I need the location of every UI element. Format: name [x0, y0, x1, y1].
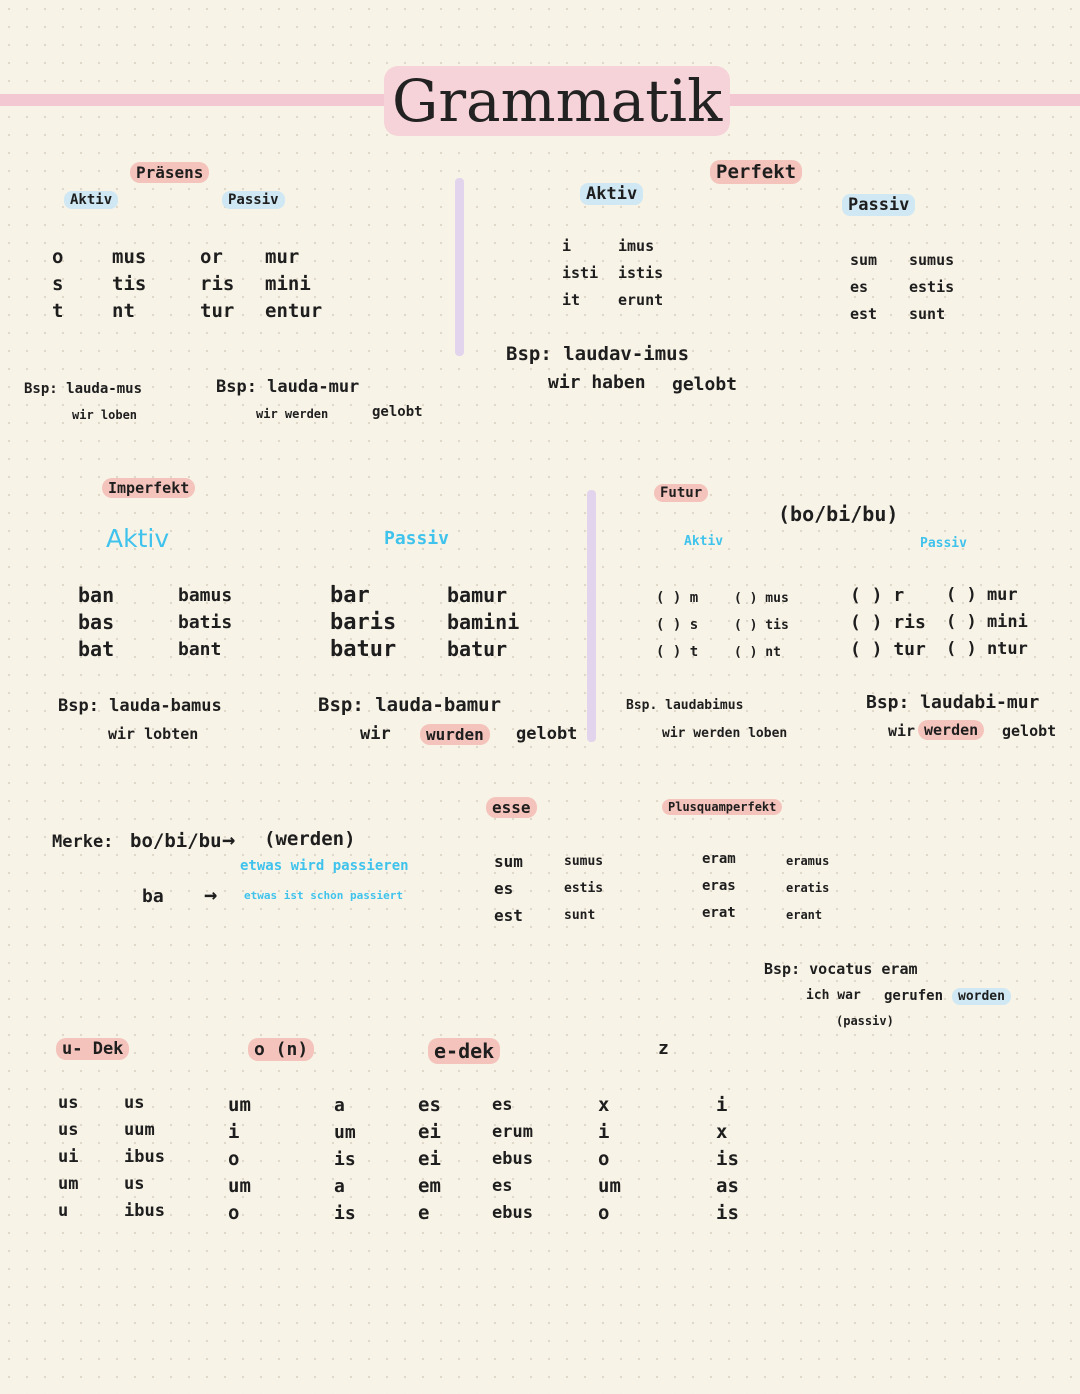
list-item: us	[124, 1093, 145, 1113]
list-item: ( ) s	[656, 617, 699, 633]
futur-example-passiv-verb: gelobt	[1002, 722, 1057, 740]
list-item: es	[850, 278, 869, 296]
list-item: es	[492, 1095, 513, 1115]
perfekt-aktiv-col1	[562, 233, 598, 314]
list-item: es	[492, 1176, 513, 1196]
o-dek-col2	[334, 1092, 356, 1227]
list-item: it	[562, 291, 581, 309]
list-item: t	[52, 300, 64, 322]
plusquamperfekt-col1	[702, 846, 736, 927]
list-item: ( ) tur	[850, 639, 926, 660]
list-item: est	[494, 906, 523, 925]
list-item: ( ) nt	[734, 645, 781, 660]
perfekt-example: Bsp: laudav-imus	[506, 343, 690, 365]
merke-arrow-1: →	[222, 828, 236, 853]
list-item: nt	[112, 300, 135, 322]
list-item: eramus	[786, 854, 830, 868]
list-item: a	[334, 1176, 345, 1197]
futur-note: (bo/bi/bu)	[778, 502, 899, 526]
plusquamperfekt-example: Bsp: vocatus eram	[764, 960, 918, 978]
list-item: ebus	[492, 1149, 533, 1169]
page-title: Grammatik	[384, 66, 730, 136]
futur-passiv-col2	[946, 582, 1028, 663]
e-dek-col1	[418, 1092, 441, 1227]
list-item: ( ) ntur	[946, 639, 1028, 659]
list-item: bas	[78, 610, 115, 634]
list-item: o	[228, 1202, 240, 1224]
list-item: entur	[265, 300, 323, 322]
list-item: i	[228, 1121, 240, 1143]
e-dek-col2	[492, 1092, 533, 1227]
list-item: i	[716, 1094, 728, 1116]
praesens-example-aktiv: Bsp: lauda-mus	[24, 381, 143, 397]
o-dek-heading: o (n)	[248, 1038, 314, 1061]
plusquamperfekt-example-note: (passiv)	[836, 1014, 894, 1028]
merke-meaning1: (werden)	[264, 828, 356, 850]
list-item: a	[334, 1095, 345, 1116]
praesens-example-passiv-translation: wir werden	[256, 407, 329, 421]
list-item: um	[598, 1175, 621, 1197]
list-item: sunt	[909, 305, 946, 323]
list-item: ( ) t	[656, 644, 699, 660]
list-item: batur	[447, 637, 508, 661]
list-item: bamur	[447, 583, 508, 607]
merke-sub2: etwas ist schon passiert	[244, 889, 403, 902]
list-item: is	[334, 1149, 356, 1170]
imperfekt-heading: Imperfekt	[102, 478, 195, 498]
perfekt-example-verb: gelobt	[672, 374, 738, 395]
futur-passiv-label: Passiv	[920, 536, 967, 551]
list-item: bant	[178, 639, 222, 660]
list-item: ( ) ris	[850, 612, 926, 633]
plusquamperfekt-heading: Plusquamperfekt	[662, 799, 782, 815]
u-dek-col1	[58, 1090, 78, 1225]
u-dek-col2	[124, 1090, 165, 1225]
list-item: ban	[78, 583, 115, 607]
list-item: sunt	[564, 908, 596, 923]
list-item: o	[228, 1148, 240, 1170]
list-item: isti	[562, 264, 599, 282]
list-item: ( ) mur	[946, 585, 1018, 605]
list-item: i	[562, 237, 572, 255]
list-item: sum	[850, 251, 878, 269]
list-item: bat	[78, 637, 115, 661]
praesens-example-passiv: Bsp: lauda-mur	[216, 377, 360, 397]
list-item: sum	[494, 852, 523, 871]
list-item: um	[228, 1094, 251, 1116]
imperfekt-example-passiv-translation: wir	[360, 724, 391, 744]
perfekt-aktiv-col2	[618, 233, 663, 314]
list-item: bamini	[447, 610, 520, 634]
list-item: is	[716, 1202, 739, 1224]
imperfekt-passiv-label: Passiv	[384, 528, 450, 549]
futur-aktiv-col2	[734, 585, 789, 666]
list-item: tur	[200, 300, 235, 322]
list-item: ( ) tis	[734, 618, 789, 633]
z-dek-col1	[598, 1092, 621, 1227]
list-item: x	[716, 1121, 728, 1143]
futur-aktiv-label: Aktiv	[684, 534, 724, 549]
list-item: bamus	[178, 585, 233, 606]
perfekt-example-translation: wir haben	[548, 372, 646, 393]
imperfekt-aktiv-label: Aktiv	[106, 524, 170, 553]
list-item: tis	[112, 273, 147, 295]
praesens-example-aktiv-translation: wir loben	[72, 408, 138, 422]
imperfekt-example-aktiv: Bsp: lauda-bamus	[58, 696, 222, 716]
list-item: ei	[418, 1121, 441, 1143]
list-item: es	[418, 1094, 441, 1116]
praesens-heading: Präsens	[130, 162, 209, 183]
merke-sub1: etwas wird passieren	[240, 858, 409, 874]
imperfekt-aktiv-col1	[78, 582, 114, 663]
perfekt-passiv-col1	[850, 247, 877, 328]
list-item: imus	[618, 237, 655, 255]
plusquamperfekt-example-highlight: worden	[952, 988, 1011, 1005]
list-item: est	[850, 305, 878, 323]
list-item: ris	[200, 273, 235, 295]
list-item: em	[418, 1175, 441, 1197]
list-item: o	[52, 246, 64, 268]
futur-aktiv-col1	[656, 585, 698, 666]
praesens-passiv-col1	[200, 244, 234, 325]
perfekt-aktiv-label: Aktiv	[580, 183, 643, 205]
merke-line2: ba	[142, 886, 164, 907]
list-item: erum	[492, 1122, 533, 1142]
merke-line1: bo/bi/bu	[130, 830, 222, 852]
futur-passiv-col1	[850, 582, 926, 663]
futur-example-passiv-highlight: werden	[918, 720, 984, 740]
esse-heading: esse	[486, 797, 537, 818]
esse-col2	[564, 848, 603, 929]
list-item: eras	[702, 878, 736, 894]
list-item: um	[58, 1174, 79, 1194]
list-item: s	[52, 273, 64, 295]
list-item: o	[598, 1202, 610, 1224]
praesens-passiv-col2	[265, 244, 322, 325]
esse-col1	[494, 848, 523, 929]
list-item: mini	[265, 273, 311, 295]
praesens-aktiv-col1	[52, 244, 63, 325]
merke-label: Merke:	[52, 832, 114, 852]
list-item: ( ) mus	[734, 591, 789, 606]
list-item: ibus	[124, 1201, 165, 1221]
list-item: erant	[786, 908, 823, 922]
list-item: ui	[58, 1147, 79, 1167]
plusquamperfekt-example-translation: ich war	[806, 988, 861, 1003]
plusquamperfekt-col2	[786, 848, 829, 929]
futur-example-aktiv: Bsp. laudabimus	[626, 698, 744, 713]
list-item: batur	[330, 637, 397, 662]
list-item: erunt	[618, 291, 664, 309]
list-item: us	[124, 1174, 145, 1194]
list-item: is	[334, 1203, 356, 1224]
z-dek-col2	[716, 1092, 739, 1227]
imperfekt-example-passiv-verb: gelobt	[516, 724, 578, 744]
praesens-example-passiv-verb: gelobt	[372, 404, 423, 420]
list-item: x	[598, 1094, 610, 1116]
plusquamperfekt-example-verb: gerufen	[884, 988, 944, 1004]
list-item: estis	[564, 881, 604, 896]
list-item: eratis	[786, 881, 830, 895]
list-item: mus	[112, 246, 147, 268]
u-dek-heading: u- Dek	[56, 1038, 129, 1060]
praesens-passiv-label: Passiv	[222, 191, 285, 209]
divider-middle	[587, 490, 596, 742]
list-item: ebus	[492, 1203, 533, 1223]
list-item: o	[598, 1148, 610, 1170]
list-item: ibus	[124, 1147, 165, 1167]
e-dek-heading: e-dek	[428, 1038, 500, 1064]
perfekt-passiv-col2	[909, 247, 954, 328]
praesens-aktiv-col2	[112, 244, 146, 325]
list-item: eram	[702, 851, 736, 867]
list-item: mur	[265, 246, 300, 268]
list-item: ( ) m	[656, 590, 699, 606]
imperfekt-passiv-col1	[330, 582, 396, 663]
praesens-aktiv-label: Aktiv	[64, 191, 118, 209]
list-item: ( ) mini	[946, 612, 1028, 632]
list-item: u	[58, 1201, 69, 1221]
imperfekt-aktiv-col2	[178, 582, 232, 663]
list-item: ei	[418, 1148, 441, 1170]
list-item: es	[494, 879, 514, 898]
list-item: estis	[909, 278, 955, 296]
perfekt-passiv-label: Passiv	[842, 194, 915, 216]
list-item: is	[716, 1148, 739, 1170]
list-item: sumus	[909, 251, 955, 269]
list-item: ( ) r	[850, 585, 905, 606]
list-item: batis	[178, 612, 233, 633]
perfekt-heading: Perfekt	[710, 160, 802, 184]
list-item: i	[598, 1121, 610, 1143]
futur-example-passiv-translation: wir	[888, 722, 916, 740]
list-item: baris	[330, 610, 397, 635]
list-item: um	[334, 1122, 356, 1143]
merke-arrow-2: →	[204, 883, 218, 908]
list-item: or	[200, 246, 223, 268]
list-item: istis	[618, 264, 664, 282]
imperfekt-passiv-col2	[447, 582, 519, 663]
imperfekt-example-passiv: Bsp: lauda-bamur	[318, 694, 502, 716]
divider-top	[455, 178, 464, 356]
list-item: e	[418, 1202, 430, 1224]
list-item: bar	[330, 583, 370, 608]
futur-heading: Futur	[654, 484, 708, 502]
list-item: um	[228, 1175, 251, 1197]
list-item: erat	[702, 905, 736, 921]
futur-example-aktiv-translation: wir werden loben	[662, 726, 788, 741]
imperfekt-example-passiv-highlight: wurden	[420, 724, 490, 745]
list-item: as	[716, 1175, 739, 1197]
imperfekt-example-aktiv-translation: wir lobten	[108, 725, 199, 743]
o-dek-col1	[228, 1092, 251, 1227]
list-item: us	[58, 1120, 79, 1140]
list-item: uum	[124, 1120, 155, 1140]
futur-example-passiv: Bsp: laudabi-mur	[866, 692, 1040, 713]
list-item: us	[58, 1093, 79, 1113]
z-dek-heading: z	[658, 1038, 669, 1059]
list-item: sumus	[564, 854, 604, 869]
